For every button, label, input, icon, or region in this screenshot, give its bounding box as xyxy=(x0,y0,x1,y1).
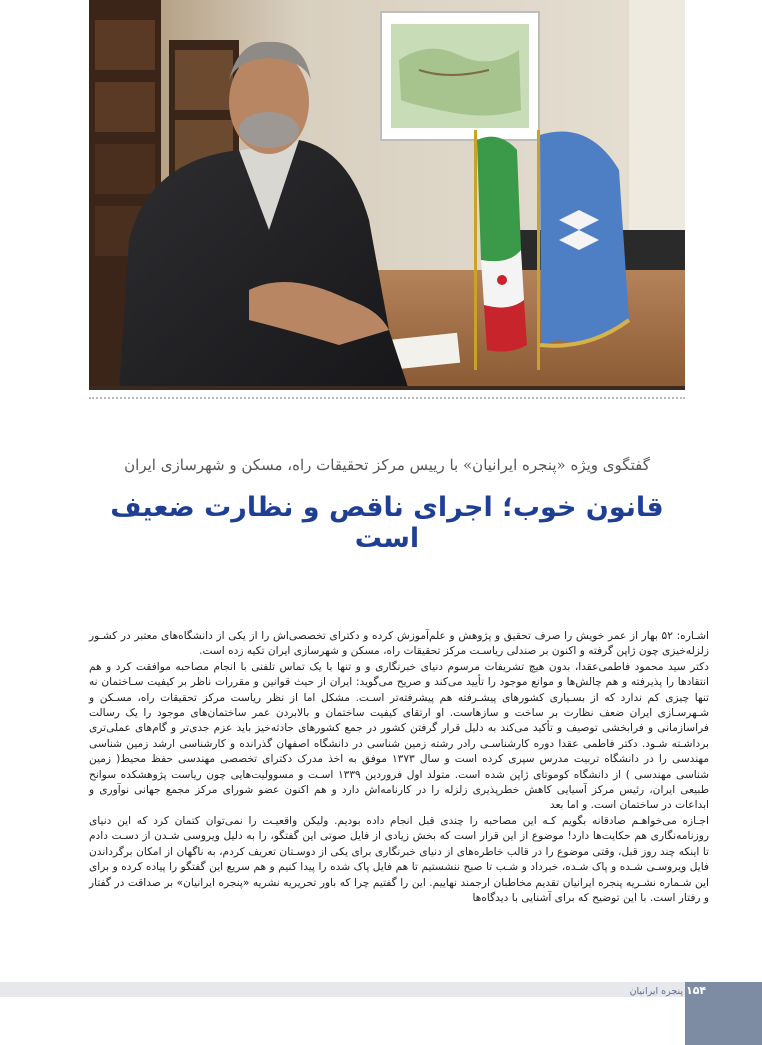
bio-paragraph: دکتر سید محمود فاطمی‌عقدا، بدون هیچ تشریفات مرسوم دنیای خبرنگاری و و تنها با یک تماس تلفنی با انجام مصاحبه موافقت کرد و هم انتقادها را پذیرفته و هم چالش‌ها و موانع موجود را تأیید می‌کند و صریح می‌گوید: ایران از حیث قوانین و مقررات ناظر بر کیفیت سـاختمان نه تنها چیزی کم ندارد که از بسـیاری کشورهای پیشـرفته هم پیشرفته‌تر اسـت. مشکل اما از نظر ریاست مرکز تحقیقات راه، مسـکن و شـهرسـازی ایران ضعف نظارت بر ساخت و سازهاست. او ارتقای کیفیت ساختمان و بالابردن عمر ساختمان‌های موجود را یک رسالت فراسازمانی و فرابخشی توصیف و تأکید می‌کند به دلیل قرار گرفتن کشور در جمع کشورهای حادثه‌خیز باید عزم جدی‌تر و گام‌های عملی‌تری برداشـته شـود. دکتر فاطمی عقدا دوره کارشناسـی رادر رشته زمین شناسی در دانشگاه اصفهان گذرانده و کارشناسی ارشد زمین شناسی مهندسی را در دانشگاه تربیت مدرس سپری کرده است و سال ۱۳۷۳ موفق به اخذ مدرک دکترای تخصصی مهندسی حفظ محیط( زمین شناسی مهندسی ) از دانشگاه کوموتای ژاپن شده است. متولد اول فروردین ۱۳۳۹ اسـت و مسوولیت‌هایی چون ریاست پژوهشکده سوانح طبیعی ایران، رئیس مرکز آسیایی کاهش خطرپذیری زلزله را در کارنامه‌اش دارد و هم اکنون عضو شورای مرکز مجمع جهانی نوآوری و ابداعات در ساختمان است. و اما بعد xyxy=(89,660,709,812)
interview-photo xyxy=(89,0,685,390)
article-headline: قانون خوب؛ اجرای ناقص و نظارت ضعیف است xyxy=(110,492,664,554)
article-subtitle: گفتگوی ویژه «پنجره ایرانیان» با رییس مرکز تحقیقات راه، مسکن و شهرسازی ایران xyxy=(124,456,650,474)
editor-note-paragraph: اجـازه می‌خواهـم صادقانه بگویم کـه این مصاحبه را چندی قبل انجام داده بودیم. ولیکن واقعیـت را نمی‌توان کتمان کرد که این دنیای روزنامه‌نگاری هم حکایت‌ها دارد! موضوع از این قرار است که بخش زیادی از فایل صوتی این گفتگو، را به دلیل ویروسی شـدن از دسـت دادم تا اینکه چند روز قبل، وقتی موضوع را در قالب خاطره‌های از دنیای خبرنگاری برای یکی از دوسـتان تعریف کردم، به ناگهان از امکان برگرداندن فایل ویروسـی شـده و پاک شـده، خبرداد و شـب تا صبح ننشستیم تا هم فایل پاک شده را پیدا کنیم و هم سریع این گفتگو را پیاده کرده و برای این شـماره نشـریه پنجره ایرانیان تقدیم مخاطبان ارجمند نهاییم. این را گفتیم چرا که باور تحریریه نشریه «پنجره ایرانیان» بر صداقت در گفتار و رفتار است. با این توضیح که برای آشنایی با دیدگاه‌ها xyxy=(89,814,709,904)
magazine-name: پنجره ایرانیان xyxy=(629,986,683,997)
wall-map-icon xyxy=(381,12,539,140)
article-body xyxy=(89,629,709,906)
page-number: ۱۵۴ xyxy=(686,984,707,997)
section-divider xyxy=(89,397,685,399)
intro-paragraph: اشـاره: ۵۲ بهار از عمر خویش را صرف تحقیق و پژوهش و علم‌آموزش کرده و دکترای تخصصی‌اش را از یکی از دانشگاه‌های معتبر در کشـور زلزله‌خیزی چون ژاپن گرفته و اکنون بر صندلی ریاسـت مرکز تحقیقات راه، مسکن و شهرسازی ایران تکیه زده است. xyxy=(89,630,709,658)
